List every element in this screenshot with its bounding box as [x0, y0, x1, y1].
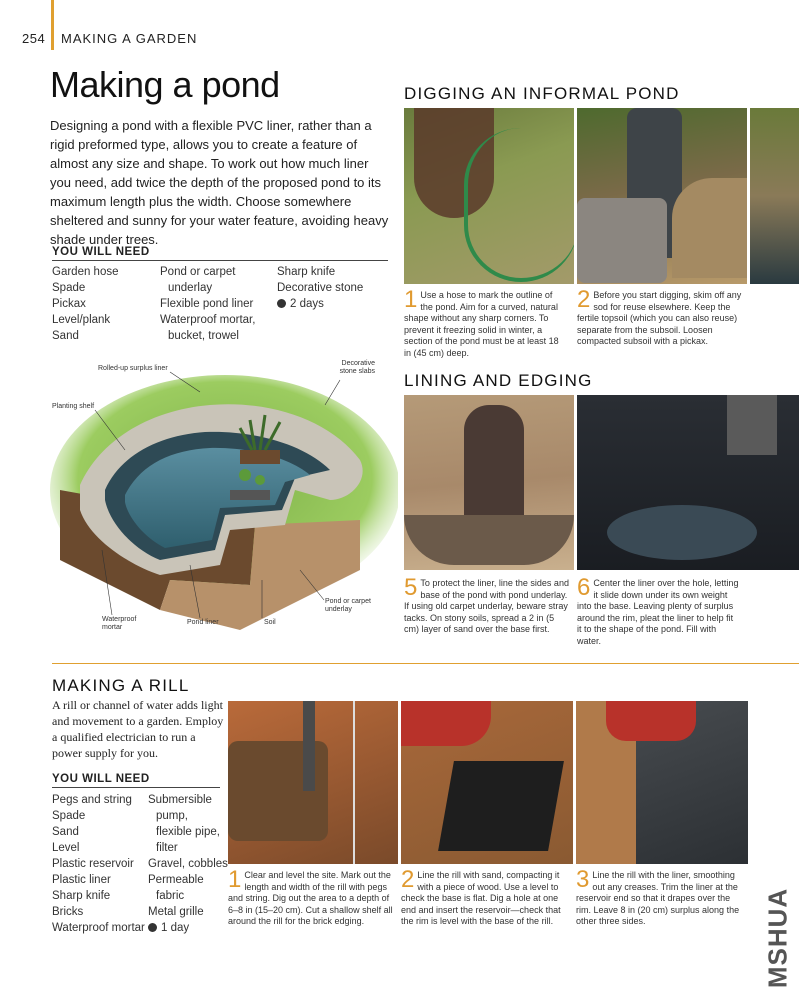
- label-rolled-liner: Rolled-up surplus liner: [98, 365, 168, 372]
- needs-col-2: [160, 264, 255, 344]
- list-item: Pond or carpet: [160, 266, 236, 278]
- label-underlay: Pond or carpet underlay: [325, 598, 371, 613]
- list-item: pump,: [156, 810, 188, 822]
- list-item: Waterproof mortar: [52, 922, 145, 934]
- stone-block: [230, 490, 270, 500]
- step-number: 6: [577, 574, 591, 601]
- step-number: 2: [577, 286, 591, 313]
- rill-step-2-caption: 2 Line the rill with sand, compacting it with a piece of wood. Use a level to check the base is flat. Dig a hole at one end and insert the reservoir—check that the rim is level with the base of the rill.: [401, 866, 561, 926]
- step-number: 1: [228, 866, 242, 893]
- lily-pad: [255, 475, 265, 485]
- step-6-caption: 6 Center the liner over the hole, letting it slide down under its own weight into the base. Leaving plenty of surplus around the rim, pleat the liner to help fit it to the shape of the pond. Fill with water.: [577, 574, 739, 646]
- list-item: Garden hose: [52, 266, 119, 278]
- step-5-caption: 5 To protect the liner, line the sides and base of the pond with pond underlay. If using old carpet underlay, beware stray tacks. On stony soils, spread a 2 in (5 cm) layer of sand over the base first.: [404, 574, 569, 634]
- list-item: Flexible pond liner: [160, 298, 254, 310]
- digging-heading: DIGGING AN INFORMAL POND: [404, 84, 680, 103]
- header-divider: [51, 0, 54, 50]
- list-item: flexible pipe,: [156, 826, 220, 838]
- list-item: Waterproof mortar,: [160, 314, 256, 326]
- step-number: 3: [576, 866, 590, 893]
- step-1-caption: 1 Use a hose to mark the outline of the pond. Aim for a curved, natural shape without any sharp corners. To prevent it freezing solid in winter, a section of the pond must be at least 18 in (45 cm) deep.: [404, 286, 559, 358]
- rill-step-3-caption: 3 Line the rill with the liner, smoothing out any creases. Trim the liner at the reservoir end so that it drapes over the rim. Leave 8 in (20 cm) surplus along the other three sides.: [576, 866, 740, 926]
- rule: [52, 260, 388, 261]
- page-number: 254: [22, 31, 46, 46]
- list-item: Level: [52, 842, 80, 854]
- list-item: Bricks: [52, 906, 84, 918]
- clock-icon: [277, 299, 286, 308]
- label-soil: Soil: [264, 619, 276, 626]
- clock-icon: [148, 923, 157, 932]
- list-item: fabric: [156, 890, 185, 902]
- plant-basket: [240, 450, 280, 464]
- photo-rill-reservoir: [401, 701, 573, 864]
- list-item: Sand: [52, 826, 79, 838]
- rill-step-1-caption: 1 Clear and level the site. Mark out the length and width of the rill with pegs and string. Dig out the area to a depth of 6–8 in (15–20 cm). Cut a shallow shelf all around the rill for the brick edging.: [228, 866, 393, 926]
- list-item: Permeable: [148, 874, 204, 886]
- intro-paragraph: Designing a pond with a flexible PVC liner, rather than a rigid preformed type, allows you to create a feature of almost any size and shape. To work out how much liner you need, add twice the depth of the proposed pond to its maximum length plus the width. Choose somewhere sheltered and sunny for your water feature, avoiding heavy shade under trees.: [50, 118, 389, 247]
- list-item: Submersible: [148, 794, 212, 806]
- page-title: Making a pond: [50, 64, 280, 105]
- you-will-need-heading: YOU WILL NEED: [52, 246, 150, 258]
- label-decorative-stones: Decorative stone slabs: [339, 360, 375, 375]
- list-item: Plastic liner: [52, 874, 111, 886]
- photo-wheelbarrow: [750, 108, 799, 284]
- label-waterproof-mortar: Waterproof mortar: [102, 616, 137, 631]
- list-item: Metal grille: [148, 906, 204, 918]
- lily-pad: [239, 469, 251, 481]
- needs-col-1: [52, 264, 119, 344]
- step-2-caption: 2 Before you start digging, skim off any sod for reuse elsewhere. Keep the fertile topsoil (which you can also reuse) separate from the subsoil. Loosen compacted subsoil with a pickax.: [577, 286, 742, 346]
- list-item: filter: [156, 842, 178, 854]
- list-item: Sand: [52, 330, 79, 342]
- step-number: 1: [404, 286, 418, 313]
- lining-heading: LINING AND EDGING: [404, 371, 593, 390]
- label-planting-shelf: Planting shelf: [52, 403, 95, 410]
- list-item: underlay: [168, 282, 213, 294]
- list-item: Plastic reservoir: [52, 858, 134, 870]
- rill-needs-col-2: [148, 792, 228, 936]
- list-item: 1 day: [148, 920, 228, 936]
- rill-intro: A rill or channel of water adds light and movement to a garden. Employ a qualified electrician to run a power supply for you.: [52, 698, 224, 760]
- photo-rill-liner: [576, 701, 748, 864]
- needs-col-3: [277, 264, 363, 312]
- rule: [52, 787, 220, 788]
- section-title: MAKING A GARDEN: [61, 31, 198, 46]
- label-pond-liner: Pond liner: [187, 619, 219, 626]
- list-item: Decorative stone: [277, 282, 364, 294]
- list-item: Spade: [52, 282, 86, 294]
- photo-marking-outline: [404, 108, 574, 284]
- list-item: bucket, trowel: [168, 330, 239, 342]
- list-item: Sharp knife: [52, 890, 111, 902]
- rill-you-will-need-heading: YOU WILL NEED: [52, 773, 150, 785]
- list-item: Sharp knife: [277, 266, 336, 278]
- step-number: 5: [404, 574, 418, 601]
- rill-heading: MAKING A RILL: [52, 676, 190, 695]
- list-item: Pickax: [52, 298, 86, 310]
- photo-liner-filling: [577, 395, 799, 570]
- watermark: MSHUA: [762, 887, 793, 989]
- step-number: 2: [401, 866, 415, 893]
- photo-rill-dig: [228, 701, 398, 864]
- list-item: Spade: [52, 810, 86, 822]
- photo-underlay: [404, 395, 574, 570]
- list-item: Level/plank: [52, 314, 111, 326]
- section-divider: [52, 663, 799, 664]
- list-item: Gravel, cobbles: [148, 858, 228, 870]
- rill-needs-col-1: [52, 792, 145, 936]
- list-item: Pegs and string: [52, 794, 132, 806]
- list-item: 2 days: [277, 296, 363, 312]
- photo-digging: [577, 108, 747, 284]
